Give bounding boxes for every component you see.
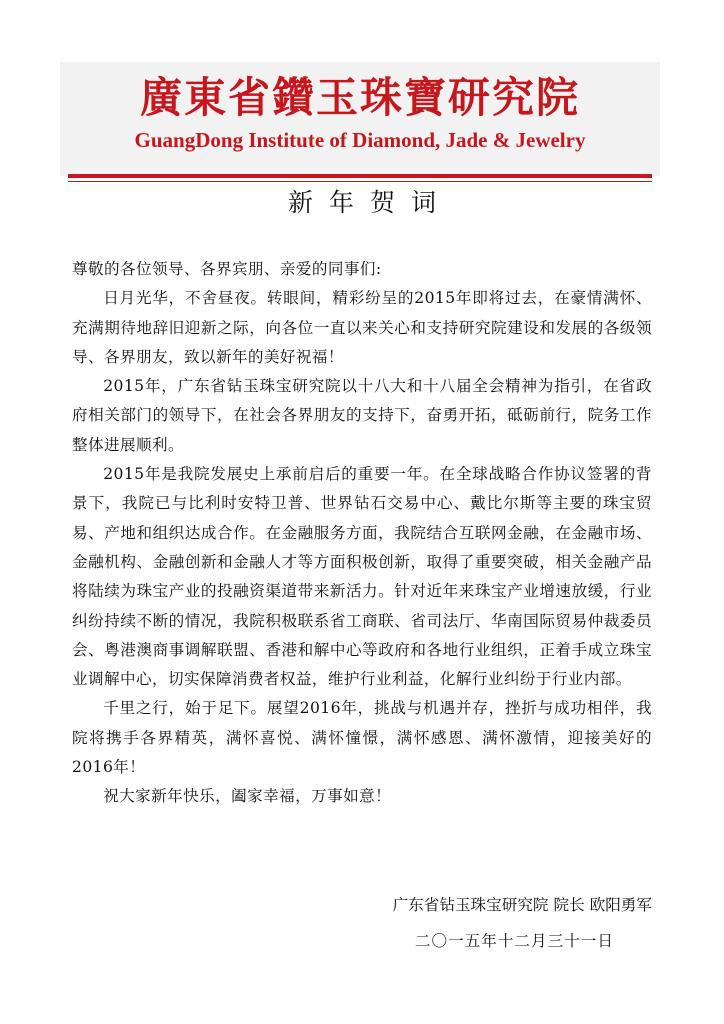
document-title: 新年贺词 [287, 188, 452, 217]
salutation: 尊敬的各位领导、各界宾朋、亲爱的同事们: [72, 260, 382, 278]
closing-wish: 祝大家新年快乐，阖家幸福，万事如意！ [103, 787, 392, 806]
letterhead [60, 62, 660, 176]
institute-name-chinese: 廣東省鑽玉珠寶研究院 [139, 73, 580, 122]
paragraph: 日月光华，不舍昼夜。转眼间，精彩纷呈的2015年即将过去，在豪情满怀、充满期待地辞旧迎新之际，向各位一直以来关心和支持研究院建设和发展的各级领导、各界朋友，致以新年的美好祝福！ [72, 289, 652, 366]
date: 二〇一五年十二月三十一日 [414, 932, 614, 950]
paragraph: 2015年是我院发展史上承前启后的重要一年。在全球战略合作协议签署的背景下，我院已与比利时安特卫普、世界钻石交易中心、戴比尔斯等主要的珠宝贸易、产地和组织达成合作。在金融服务方面，我院结合互联网金融，在金融市场、金融机构、金融创新和金融人才等方面积极创新，取得了重要突破，相关金融产品将陆续为珠宝产业的投融资渠道带来新活力。针对近年来珠宝产业增速放缓，行业纠纷持续不断的情况，我院积极联系省工商联、省司法厅、华南国际贸易仲裁委员会、粤港澳商事调解联盟、香港和解中心等政府和各地行业组织，正着手成立珠宝业调解中心，切实保障消费者权益，维护行业利益，化解行业纠纷于行业内部。 [72, 465, 652, 689]
paragraph: 千里之行，始于足下。展望2016年，挑战与机遇并存，挫折与成功相伴，我院将携手各界精英，满怀喜悦、满怀憧憬，满怀感恩、满怀激情，迎接美好的2016年！ [72, 699, 652, 777]
institute-name-english: GuangDong Institute of Diamond, Jade & Jewelry [134, 128, 586, 152]
letterhead-rule-thin [68, 181, 652, 182]
paragraph: 2015年，广东省钻玉珠宝研究院以十八大和十八届全会精神为指引，在省政府相关部门的领导下，在社会各界朋友的支持下，奋勇开拓，砥砺前行，院务工作整体进展顺利。 [72, 377, 652, 454]
signature: 广东省钻玉珠宝研究院 院长 欧阳勇军 [392, 896, 652, 914]
letterhead-rule-thick [68, 174, 652, 178]
letter-body [72, 255, 652, 812]
